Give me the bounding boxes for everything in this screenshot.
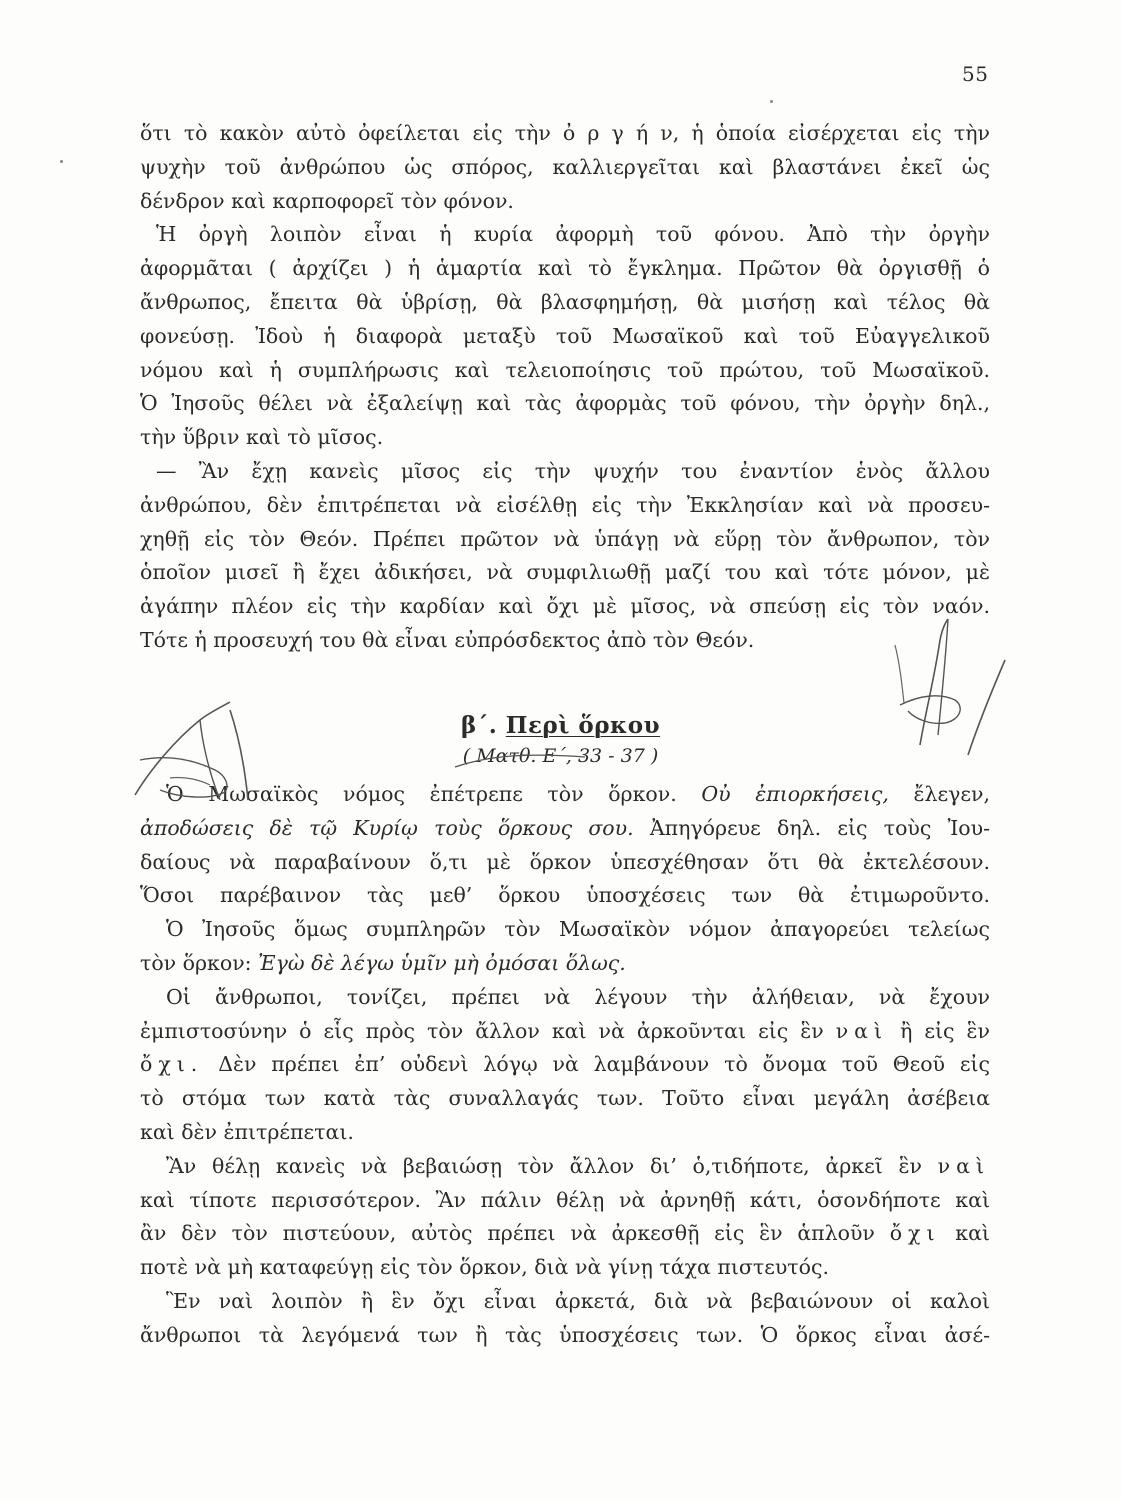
text-line: Ὁ Ἰησοῦς ὅμως συμπληρῶν τὸν Μωσαϊκὸν νόμον ἀπαγορεύει τελείως bbox=[166, 917, 990, 942]
text-line: φονεύσῃ. Ἰδοὺ ἡ διαφορὰ μεταξὺ τοῦ Μωσαϊκοῦ καὶ τοῦ Εὐαγγελικοῦ bbox=[140, 323, 990, 348]
text-line: — Ἂν ἔχῃ κανεὶς μῖσος εἰς τὴν ψυχήν του ἐναντίον ἑνὸς ἄλλου bbox=[156, 458, 990, 483]
speck bbox=[770, 100, 773, 103]
text-line bbox=[140, 812, 990, 846]
text-line bbox=[140, 1150, 990, 1184]
text-line: δαίους νὰ παραβαίνουν ὅ,τι μὲ ὅρκον ὑπεσχέθησαν ὅτι θὰ ἐκτελέσουν. bbox=[140, 849, 990, 874]
text-line: ὅτι τὸ κακὸν αὐτὸ ὀφείλεται εἰς τὴν ὀ ρ γ ή ν, ἡ ὁποία εἰσέρχεται εἰς τὴν bbox=[140, 121, 990, 145]
text-line: ἄνθρωπος, ἔπειτα θὰ ὑβρίσῃ, θὰ βλασφημήσῃ, θὰ μισήσῃ καὶ τέλος θὰ bbox=[140, 289, 990, 314]
text-line: Οἱ ἄνθρωποι, τονίζει, πρέπει νὰ λέγουν τὴν ἀλήθειαν, νὰ ἔχουν bbox=[166, 984, 990, 1009]
text-line bbox=[140, 778, 990, 812]
page-number: 55 bbox=[962, 62, 989, 86]
text-line: Τότε ἡ προσευχή του θὰ εἶναι εὐπρόσδεκτος ἀπὸ τὸν Θεόν. bbox=[140, 627, 755, 652]
text-segment: ἢ εἰς ἓν bbox=[900, 1018, 990, 1043]
text-line: ἀνθρώπου, δὲν ἐπιτρέπεται νὰ εἰσέλθῃ εἰς τὴν Ἐκκλησίαν καὶ νὰ προσευ- bbox=[140, 492, 990, 517]
text-line: Ἓν ναὶ λοιπὸν ἢ ἓν ὄχι εἶναι ἀρκετά, διὰ νὰ βεβαιώνουν οἱ καλοὶ bbox=[166, 1288, 990, 1313]
quote-text: Ἐγὼ δὲ λέγω ὑμῖν μὴ ὀμόσαι ὅλως. bbox=[258, 950, 626, 975]
text-segment: Ὁ Μωσαϊκὸς νόμος ἐπέτρεπε τὸν ὅρκον. bbox=[166, 782, 677, 806]
text-line bbox=[140, 1217, 990, 1251]
spaced-word: ναὶ bbox=[835, 1018, 889, 1043]
text-line: Ὅσοι παρέβαινον τὰς μεθ’ ὅρκου ὑποσχέσεις των θὰ ἐτιμωροῦντο. bbox=[140, 883, 990, 908]
spaced-word: ναὶ bbox=[937, 1153, 990, 1178]
text-line: ὁποῖον μισεῖ ἢ ἔχει ἀδικήσει, νὰ συμφιλιωθῇ μαζί του καὶ τότε μόνον, μὲ bbox=[140, 560, 990, 585]
text-line bbox=[140, 1048, 990, 1082]
section-heading bbox=[0, 712, 1121, 739]
text-line bbox=[140, 947, 990, 981]
text-line: ἄνθρωποι τὰ λεγόμενά των ἢ τὰς ὑποσχέσεις των. Ὁ ὅρκος εἶναι ἀσέ- bbox=[140, 1322, 990, 1347]
spaced-word: ὄχι bbox=[889, 1221, 941, 1246]
text-segment: Ἂν θέλῃ κανεὶς νὰ βεβαιώσῃ τὸν ἄλλον δι’ ὁ,τιδήποτε, ἀρκεῖ ἓν bbox=[166, 1153, 922, 1178]
text-line: ἀφορμᾶται ( ἀρχίζει ) ἡ ἁμαρτία καὶ τὸ ἔγκλημα. Πρῶτον θὰ ὀργισθῇ ὁ bbox=[140, 256, 990, 281]
text-line: Ὁ Ἰησοῦς θέλει νὰ ἐξαλείψῃ καὶ τὰς ἀφορμὰς τοῦ φόνου, τὴν ὀργὴν δηλ., bbox=[140, 391, 990, 416]
spaced-word: ὄχι. bbox=[140, 1052, 204, 1077]
text-segment: τὸν ὅρκον: bbox=[140, 950, 252, 975]
text-line: τὴν ὕβριν καὶ τὸ μῖσος. bbox=[140, 425, 384, 450]
text-line: ἀγάπην πλέον εἰς τὴν καρδίαν καὶ ὄχι μὲ μῖσος, νὰ σπεύσῃ εἰς τὸν ναόν. bbox=[140, 594, 990, 619]
text-line: ποτὲ νὰ μὴ καταφεύγῃ εἰς τὸν ὅρκον, διὰ νὰ γίνῃ τάχα πιστευτός. bbox=[140, 1255, 829, 1280]
text-line: Ἡ ὀργὴ λοιπὸν εἶναι ἡ κυρία ἀφορμὴ τοῦ φόνου. Ἀπὸ τὴν ὀργὴν bbox=[156, 222, 990, 247]
quote-text: ἀποδώσεις δὲ τῷ Κυρίῳ τοὺς ὅρκους σου. bbox=[140, 815, 634, 840]
text-segment: ἐμπιστοσύνην ὁ εἷς πρὸς τὸν ἄλλον καὶ νὰ ἀρκοῦνται εἰς ἓν bbox=[140, 1018, 824, 1043]
text-segment: Δὲν πρέπει ἐπ’ οὐδενὶ λόγῳ νὰ λαμβάνουν τὸ ὄνομα τοῦ Θεοῦ εἰς bbox=[218, 1052, 990, 1077]
text-line: ψυχὴν τοῦ ἀνθρώπου ὡς σπόρος, καλλιεργεῖται καὶ βλαστάνει ἐκεῖ ὡς bbox=[140, 154, 990, 179]
text-line: καὶ δὲν ἐπιτρέπεται. bbox=[140, 1119, 354, 1144]
text-line bbox=[140, 1015, 990, 1049]
text-line: δένδρον καὶ καρποφορεῖ τὸν φόνον. bbox=[140, 188, 514, 213]
section-number: β΄. bbox=[460, 712, 498, 739]
scripture-reference: ( Ματθ. Ε΄, 33 - 37 ) bbox=[462, 745, 659, 767]
text-block-top bbox=[140, 117, 990, 658]
quote-text: Οὐ ἐπιορκήσεις, bbox=[701, 782, 889, 806]
text-segment: ἂν δὲν τὸν πιστεύουν, αὐτὸς πρέπει νὰ ἀρκεσθῇ εἰς ἓν ἁπλοῦν bbox=[140, 1221, 875, 1246]
text-line: τὸ στόμα των κατὰ τὰς συναλλαγάς των. Τοῦτο εἶναι μεγάλη ἀσέβεια bbox=[140, 1086, 990, 1111]
section-title: Περὶ ὅρκου bbox=[505, 712, 661, 739]
text-segment: ἔλεγεν, bbox=[913, 782, 990, 806]
text-block-bottom bbox=[140, 778, 990, 1353]
speck bbox=[60, 160, 63, 163]
text-segment: Ἀπηγόρευε δηλ. εἰς τοὺς Ἰου- bbox=[649, 815, 990, 840]
text-segment: καὶ bbox=[955, 1221, 990, 1246]
text-line: χηθῇ εἰς τὸν Θεόν. Πρέπει πρῶτον νὰ ὑπάγῃ νὰ εὕρῃ τὸν ἄνθρωπον, τὸν bbox=[140, 526, 990, 551]
text-line: νόμου καὶ ἡ συμπλήρωσις καὶ τελειοποίησις τοῦ πρώτου, τοῦ Μωσαϊκοῦ. bbox=[140, 357, 990, 382]
text-line: καὶ τίποτε περισσότερον. Ἂν πάλιν θέλῃ νὰ ἀρνηθῇ κάτι, ὁσονδήποτε καὶ bbox=[140, 1187, 990, 1212]
